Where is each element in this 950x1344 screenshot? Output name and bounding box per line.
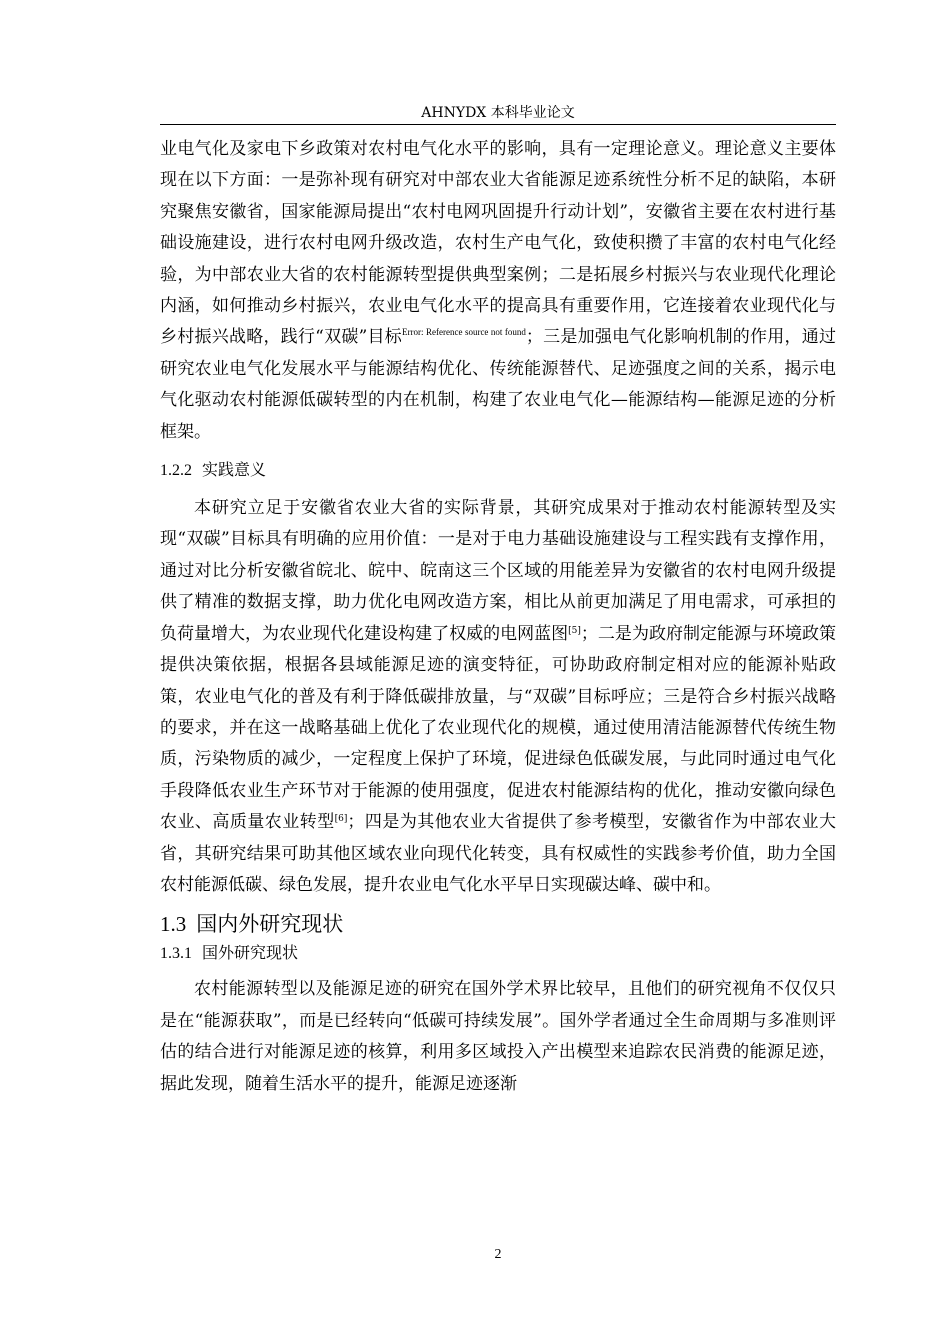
section-title: 实践意义 xyxy=(202,460,267,480)
citation: [6] xyxy=(334,814,348,825)
heading-1-3-1 xyxy=(160,943,836,964)
paragraph-practice-significance xyxy=(160,493,836,901)
paragraph-text: ；二是为政府制定能源与环境政策提供决策依据，根据各县域能源足迹的演变特征，可协助政府制定相对应的能源补贴政策，农业电气化的普及有利于降低碳排放量，与“双碳”目标呼应；三是符合乡村振兴战略的要求，并在这一战略基础上优化了农业现代化的规模，通过使用清洁能源替代传统生物质，污染物质的减少，一定程度上保护了环境，促进绿色低碳发展，与此同时通过电气化手段降低农业生产环节对于能源的使用强度，促进农村能源结构的优化，推动安徽向绿色农业、高质量农业转型 xyxy=(160,623,837,833)
header-rule xyxy=(160,124,836,125)
page-body xyxy=(160,134,836,1100)
page-number: 2 xyxy=(494,1247,502,1262)
paragraph-foreign-research xyxy=(160,974,836,1100)
paragraph-text: ；三是加强电气化影响机制的作用，通过研究农业电气化发展水平与能源结构优化、传统能源替代、足迹强度之间的关系，揭示电气化驱动农村能源低碳转型的内在机制，构建了农业电气化—能源结构—能源足迹的分析框架。 xyxy=(160,327,837,442)
reference-error: Error: Reference source not found xyxy=(402,327,526,338)
heading-1-3 xyxy=(160,911,836,937)
paragraph-text: 农村能源转型以及能源足迹的研究在国外学术界比较早，且他们的研究视角不仅仅只是在“能源获取”，而是已经转向“低碳可持续发展”。国外学者通过全生命周期与多准则评估的结合进行对能源足迹的核算，利用多区域投入产出模型来追踪农民消费的能源足迹，据此发现，随着生活水平的提升，能源足迹逐渐 xyxy=(160,979,836,1094)
running-header: AHNYDX 本科毕业论文 xyxy=(421,105,575,121)
section-number: 1.3 xyxy=(160,912,187,937)
paragraph-text: 本研究立足于安徽省农业大省的实际背景，其研究成果对于推动农村能源转型及实现“双碳”目标具有明确的应用价值：一是对于电力基础设施建设与工程实践有支撑作用，通过对比分析安徽省皖北、皖中、皖南这三个区域的用能差异为安徽省的农村电网升级提供了精准的数据支撑，助力优化电网改造方案，相比从前更加满足了用电需求，可承担的负荷量增大，为农业现代化建设构建了权威的电网蓝图 xyxy=(160,498,836,644)
citation: [5] xyxy=(568,625,581,636)
heading-1-2-2 xyxy=(160,460,836,481)
paragraph-text: 业电气化及家电下乡政策对农村电气化水平的影响，具有一定理论意义。理论意义主要体现在以下方面：一是弥补现有研究对中部农业大省能源足迹系统性分析不足的缺陷，本研究聚焦安徽省，国家能源局提出“农村电网巩固提升行动计划”，安徽省主要在农村进行基础设施建设，进行农村电网升级改造，农村生产电气化，致使积攒了丰富的农村电气化经验，为中部农业大省的农村能源转型提供典型案例；二是拓展乡村振兴与农业现代化理论内涵，如何推动乡村振兴，农业电气化水平的提高具有重要作用，它连接着农业现代化与乡村振兴战略，践行“双碳”目标 xyxy=(160,139,836,348)
paragraph-theory-significance xyxy=(160,134,836,448)
section-title: 国内外研究现状 xyxy=(196,912,344,937)
section-number: 1.2.2 xyxy=(160,462,192,480)
paragraph-text: ；四是为其他农业大省提供了参考模型，安徽省作为中部农业大省，其研究结果可助其他区域农业向现代化转变，具有权威性的实践参考价值，助力全国农村能源低碳、绿色发展，提升农业电气化水平早日实现碳达峰、碳中和。 xyxy=(160,812,837,895)
section-number: 1.3.1 xyxy=(160,945,192,963)
section-title: 国外研究现状 xyxy=(202,943,299,963)
